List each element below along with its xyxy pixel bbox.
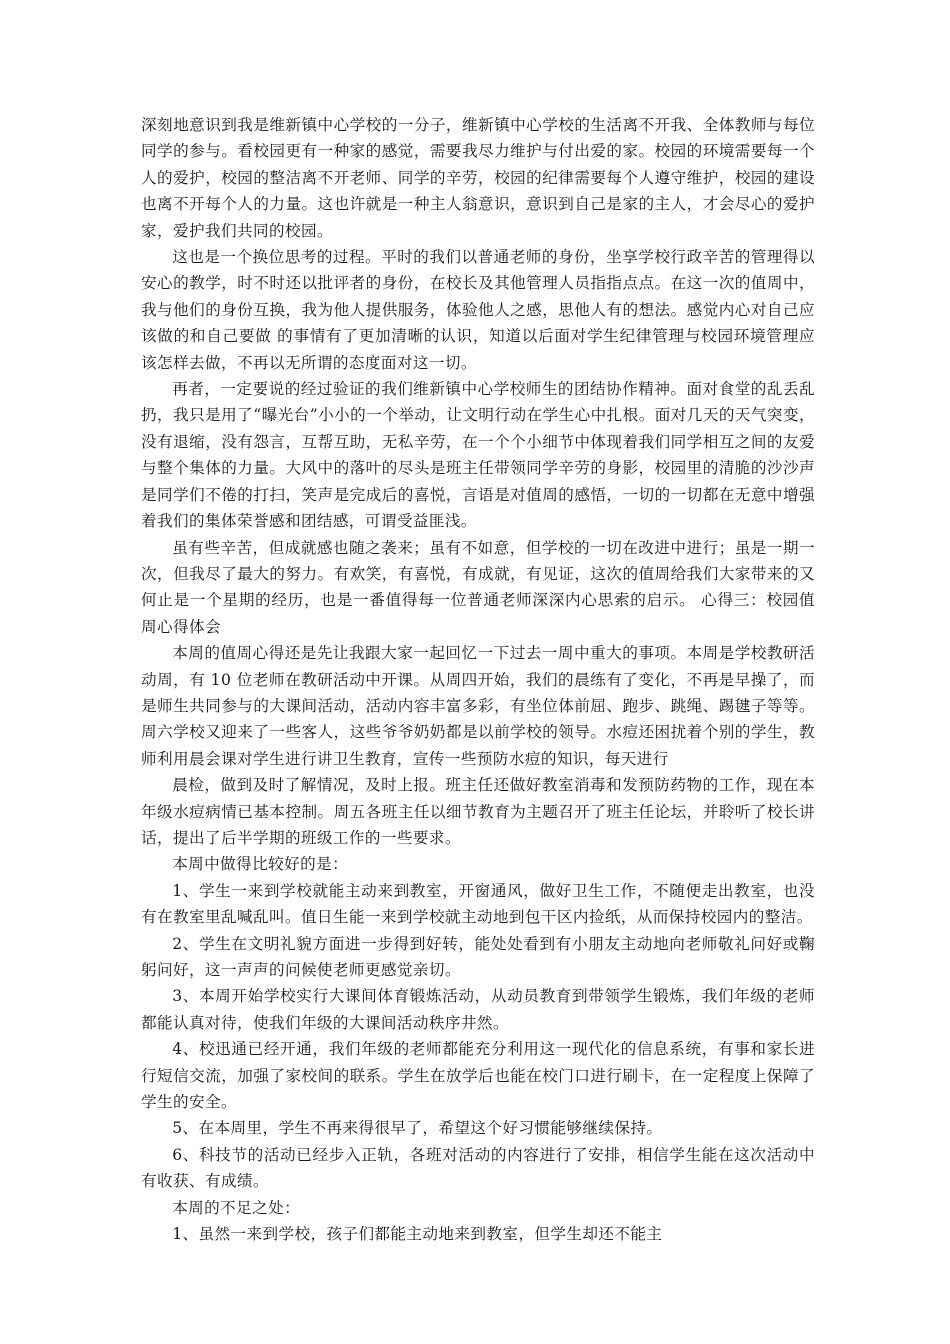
- list-item: 4、校迅通已经开通，我们年级的老师都能充分利用这一现代化的信息系统，有事和家长进行短信交流，加强了家校间的联系。学生在放学后也能在校门口进行刷卡，在一定程度上保障了学生的安全。: [141, 1040, 815, 1112]
- paragraph: 深刻地意识到我是维新镇中心学校的一分子，维新镇中心学校的生活离不开我、全体教师与每位同学的参与。看校园更有一种家的感觉，需要我尽力维护与付出爱的家。校园的环境需要每一个人的爱护，校园的整洁离不开老师、同学的辛劳，校园的纪律需要每个人遵守维护，校园的建设也离不开每个人的力量。这也许就是一种主人翁意识，意识到自己是家的主人，才会尽心的爱护家，爱护我们共同的校园。: [141, 116, 815, 240]
- document-body: [141, 112, 815, 1247]
- paragraph: 本周的值周心得还是先让我跟大家一起回忆一下过去一周中重大的事项。本周是学校教研活动周，有 10 位老师在教研活动中开课。从周四开始，我们的晨练有了变化，不再是早操了，而是师生共同参与的大课间活动，活动内容丰富多彩，有坐位体前屈、跑步、跳绳、踢毽子等等。周六学校又迎来了一些客人，这些爷爷奶奶都是以前学校的领导。水痘还困扰着个别的学生，教师利用晨会课对学生进行讲卫生教育，宣传一些预防水痘的知识，每天进行: [141, 644, 815, 768]
- paragraph: 这也是一个换位思考的过程。平时的我们以普通老师的身份，坐享学校行政辛苦的管理得以安心的教学，时不时还以批评者的身份，在校长及其他管理人员指指点点。在这一次的值周中，我与他们的身份互换，我为他人提供服务，体验他人之感，思他人有的想法。感觉内心对自己应该做的和自己要做 的事情有了更加清晰的认识，知道以后面对学生纪律管理与校园环境管理应该怎样去做，不再以无所谓的态度面对这一切。: [141, 248, 815, 372]
- list-item: 2、学生在文明礼貌方面进一步得到好转，能处处看到有小朋友主动地向老师敬礼问好或鞠躬问好，这一声声的问候使老师更感觉亲切。: [141, 934, 815, 979]
- list-item: 6、科技节的活动已经步入正轨，各班对活动的内容进行了安排，相信学生能在这次活动中有收获、有成绩。: [141, 1145, 815, 1191]
- list-item: 5、在本周里，学生不再来得很早了，希望这个好习惯能够继续保持。: [172, 1119, 663, 1138]
- list-item: 1、虽然一来到学校，孩子们都能主动地来到教室，但学生却还不能主: [172, 1225, 663, 1244]
- paragraph: 再者，一定要说的经过验证的我们维新镇中心学校师生的团结协作精神。面对食堂的乱丢乱扔，我只是用了“曝光台”小小的一个举动，让文明行动在学生心中扎根。面对几天的天气突变，没有退缩，没有怨言，互帮互助，无私辛劳，在一个个小细节中体现着我们同学相互之间的友爱与整个集体的力量。大风中的落叶的尽头是班主任带领同学辛劳的身影，校园里的清脆的沙沙声是同学们不倦的打扫，笑声是完成后的喜悦，言语是对值周的感悟，一切的一切都在无意中增强着我们的集体荣誉感和团结感，可谓受益匪浅。: [141, 380, 815, 531]
- list-item: 3、本周开始学校实行大课间体育锻炼活动，从动员教育到带领学生锻炼，我们年级的老师都能认真对待，使我们年级的大课间活动秩序井然。: [141, 987, 815, 1032]
- paragraph: 晨检，做到及时了解情况，及时上报。班主任还做好教室消毒和发预防药物的工作，现在本年级水痘病情已基本控制。周五各班主任以细节教育为主题召开了班主任论坛，并聆听了校长讲话，提出了后半学期的班级工作的一些要求。: [141, 776, 815, 847]
- list-item: 1、学生一来到学校就能主动来到教室，开窗通风，做好卫生工作，不随便走出教室，也没有在教室里乱喊乱叫。值日生能一来到学校就主动地到包干区内捡纸，从而保持校园内的整洁。: [141, 881, 815, 927]
- paragraph: 虽有些辛苦，但成就感也随之袭来；虽有不如意，但学校的一切在改进中进行；虽是一期一次，但我尽了最大的努力。有欢笑，有喜悦，有成就，有见证，这次的值周给我们大家带来的又何止是一个星期的经历，也是一番值得每一位普通老师深深内心思索的启示。 心得三：校园值周心得体会: [141, 538, 815, 636]
- paragraph: 本周中做得比较好的是：: [172, 855, 349, 874]
- paragraph: 本周的不足之处：: [172, 1198, 301, 1217]
